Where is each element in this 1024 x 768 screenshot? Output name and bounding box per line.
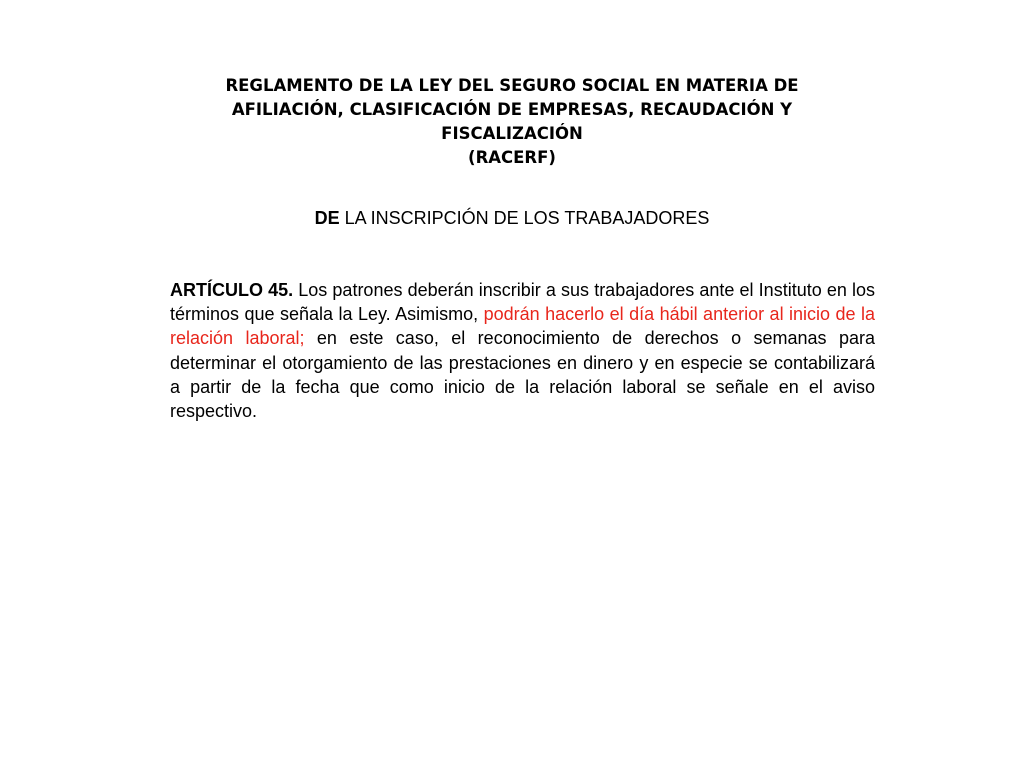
title-line-1: REGLAMENTO DE LA LEY DEL SEGURO SOCIAL EN MATERIA DE xyxy=(225,76,799,95)
article-paragraph xyxy=(170,278,875,423)
article-text-after: en este caso, el reconocimiento de derechos o semanas para determinar el otorgamiento de las prestaciones en dinero y en especie se contabilizará a partir de la fecha que como inicio de la relación laboral se señale en el aviso respectivo. xyxy=(170,328,875,422)
section-heading-bold: DE xyxy=(314,208,340,228)
section-heading xyxy=(160,206,864,230)
title-line-3: FISCALIZACIÓN xyxy=(441,124,583,143)
title-line-2: AFILIACIÓN, CLASIFICACIÓN DE EMPRESAS, RECAUDACIÓN Y xyxy=(231,100,793,119)
section-heading-rest: LA INSCRIPCIÓN DE LOS TRABAJADORES xyxy=(339,208,710,228)
article-label: ARTÍCULO 45. xyxy=(170,280,294,300)
document-title xyxy=(160,74,864,170)
article-text-before: Los patrones deberán inscribir a sus trabajadores ante el Instituto en los términos que señala la Ley. Asimismo, xyxy=(170,280,875,325)
article-highlighted-text: podrán hacerlo el día hábil anterior al inicio de la relación laboral; xyxy=(170,304,876,349)
title-line-4: (RACERF) xyxy=(468,148,556,167)
